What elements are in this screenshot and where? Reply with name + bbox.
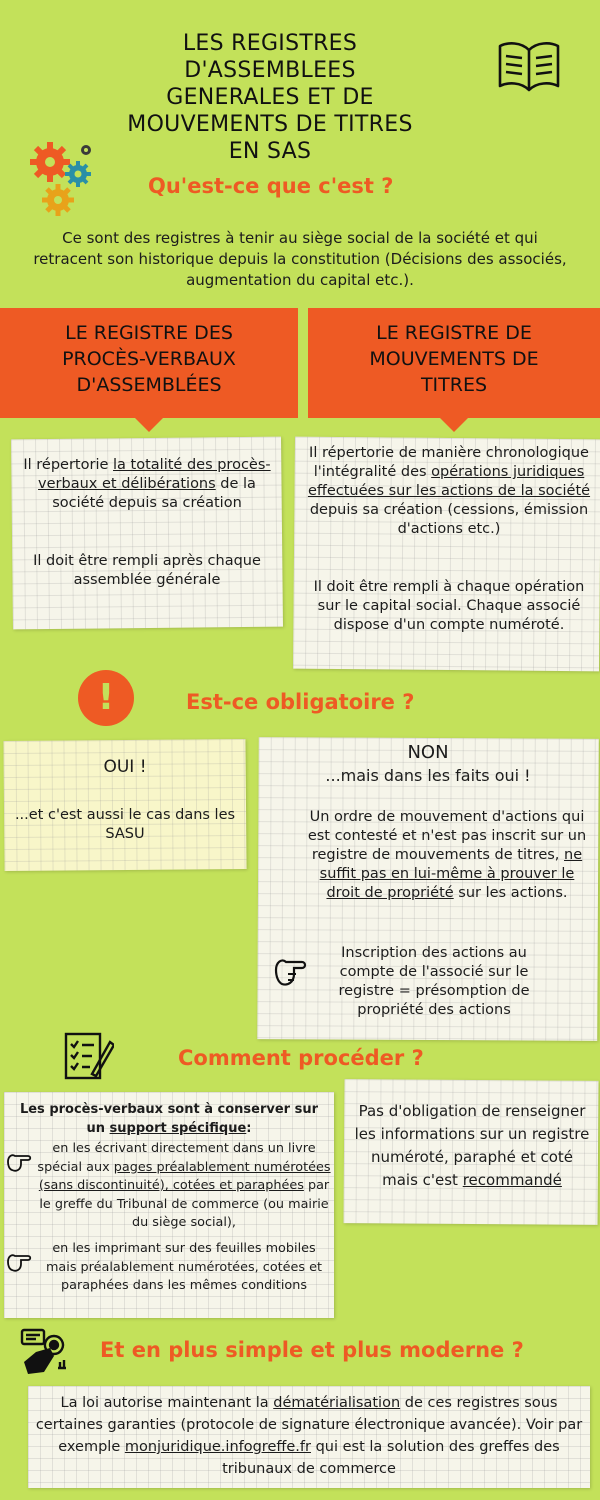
modern-text bbox=[32, 1392, 586, 1480]
page-title: LES REGISTRES D'ASSEMBLEES GENERALES ET DE MOUVEMENTS DE TITRES EN SAS bbox=[127, 31, 413, 164]
pointing-hand-icon bbox=[6, 1150, 32, 1174]
pointing-hand-icon bbox=[272, 952, 308, 992]
card-titles-text-1a: Il répertorie de manière chronologique l'intégralité des bbox=[309, 445, 589, 480]
non-text-1 bbox=[304, 808, 590, 903]
non-text-1a: Un ordre de mouvement d'actions qui est contesté et n'est pas inscrit sur un registre de mouvements de titres, bbox=[307, 809, 587, 863]
non-text-1b: sur les actions. bbox=[453, 885, 568, 901]
non-text-2: Inscription des actions au compte de l'associé sur le registre = présomption de propriété des actions bbox=[338, 945, 530, 1018]
card-pv-text-1u: la totalité des procès-verbaux et délibérations bbox=[38, 457, 271, 492]
section-heading-mandatory: Est-ce obligatoire ? bbox=[186, 690, 415, 714]
proc-lead-a: Les procès-verbaux sont à conserver sur un bbox=[19, 1102, 319, 1136]
proc-item-1a: en les écrivant directement dans un livre spécial aux bbox=[37, 1141, 316, 1175]
non-subtitle: ...mais dans les faits oui ! bbox=[325, 766, 531, 785]
proc-item-2: en les imprimant sur des feuilles mobiles mais préalablement numérotées, cotées et paraphées dans les mêmes conditions bbox=[45, 1241, 323, 1293]
banner-pv-register bbox=[0, 308, 298, 418]
banner-titles-label: LE REGISTRE DE MOUVEMENTS DE TITRES bbox=[369, 322, 539, 396]
oui-text: ...et c'est aussi le cas dans les SASU bbox=[14, 807, 236, 842]
card-pv-text-2: Il doit être rempli après chaque assemblée générale bbox=[33, 553, 261, 588]
proc-lead-u: support spécifique bbox=[109, 1121, 247, 1136]
non-text-1u: ne suffit pas en lui-même à prouver le droit de propriété bbox=[319, 847, 583, 901]
card-pv-text-1 bbox=[22, 456, 272, 513]
modern-text-a: La loi autorise maintenant la bbox=[60, 1395, 274, 1411]
warning-glyph: ! bbox=[97, 677, 115, 718]
card-pv-text-1a: Il répertorie bbox=[23, 457, 114, 473]
infogreffe-link[interactable]: monjuridique.infogreffe.fr bbox=[124, 1439, 311, 1455]
card-pv-text-1b: de la société depuis sa création bbox=[52, 476, 256, 511]
modern-text-b: de ces registres sous certaines garanties (protocole de signature électronique avancée). Voir par exemple bbox=[35, 1395, 583, 1455]
pointing-hand-icon bbox=[6, 1250, 32, 1274]
checklist-icon bbox=[62, 1030, 114, 1082]
banner-titles-register bbox=[308, 308, 600, 418]
gears-icon bbox=[28, 140, 96, 220]
proc-item-1b: par le greffe du Tribunal de commerce (ou mairie du siège social), bbox=[39, 1178, 330, 1230]
modern-text-u1: dématérialisation bbox=[273, 1395, 401, 1411]
proc-right-text bbox=[352, 1100, 592, 1192]
card-titles-text-2: Il doit être rempli à chaque opération sur le capital social. Chaque associé dispose d'un compte numéroté. bbox=[313, 579, 585, 633]
oui-title: OUI ! bbox=[103, 757, 147, 777]
proc-item-1u: pages préalablement numérotées (sans discontinuité), cotées et paraphées bbox=[38, 1159, 331, 1193]
proc-lead-b: : bbox=[246, 1121, 252, 1136]
section-heading-what: Qu'est-ce que c'est ? bbox=[148, 174, 394, 198]
proc-right-text-a: Pas d'obligation de renseigner les informations sur un registre numéroté, paraphé et coté mais c'est bbox=[354, 1102, 590, 1189]
card-titles-text-1b: depuis sa création (cessions, émission d'actions etc.) bbox=[309, 502, 589, 537]
intro-text: Ce sont des registres à tenir au siège social de la société et qui retracent son historique depuis la constitution (Décisions des associés, augmentation du capital etc.). bbox=[33, 229, 567, 289]
touch-screen-icon bbox=[14, 1326, 72, 1380]
proc-lead bbox=[10, 1100, 328, 1138]
modern-text-c: qui est la solution des greffes des tribunaux de commerce bbox=[222, 1439, 560, 1477]
card-titles-text-1 bbox=[300, 444, 598, 539]
card-titles-text-1u: opérations juridiques effectuées sur les actions de la société bbox=[307, 464, 591, 499]
section-heading-how: Comment procéder ? bbox=[178, 1046, 424, 1070]
non-title: NON bbox=[407, 742, 449, 763]
proc-item-1 bbox=[36, 1140, 332, 1233]
section-heading-modern: Et en plus simple et plus moderne ? bbox=[100, 1338, 524, 1362]
open-book-icon bbox=[496, 36, 562, 96]
warning-icon bbox=[78, 670, 134, 726]
proc-right-text-u: recommandé bbox=[462, 1171, 562, 1189]
banner-pv-label: LE REGISTRE DES PROCÈS-VERBAUX D'ASSEMBLÉES bbox=[62, 322, 236, 396]
